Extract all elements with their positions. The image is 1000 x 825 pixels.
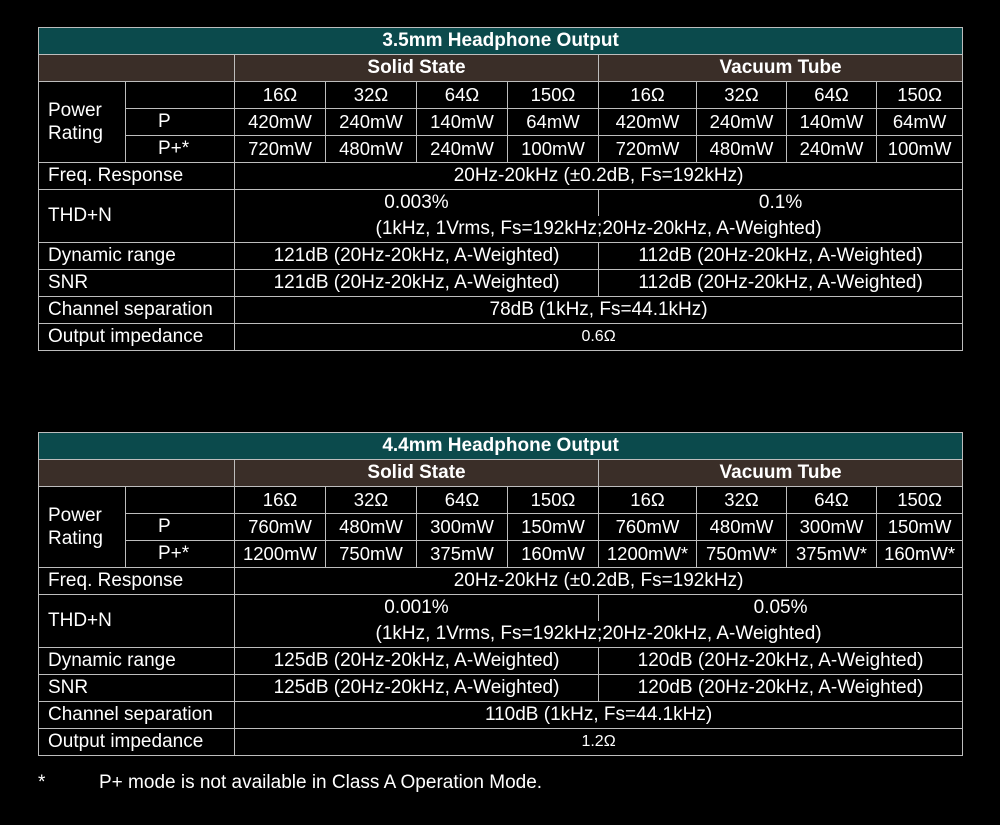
channel-separation-label: Channel separation (39, 702, 235, 729)
output-impedance-label: Output impedance (39, 324, 235, 351)
power-rating-label: Power Rating (39, 487, 126, 568)
thd-label: THD+N (39, 595, 235, 648)
snr-label: SNR (39, 270, 235, 297)
output-impedance-value: 0.6Ω (235, 324, 963, 351)
p-mode-label: P (126, 514, 235, 541)
channel-separation-value: 110dB (1kHz, Fs=44.1kHz) (235, 702, 963, 729)
thd-solid-value: 0.001% (235, 595, 599, 622)
power-value: 420mW (235, 109, 326, 136)
pplus-mode-label: P+* (126, 541, 235, 568)
freq-response-value: 20Hz-20kHz (±0.2dB, Fs=192kHz) (235, 568, 963, 595)
solid-state-header: Solid State (235, 55, 599, 82)
power-value: 240mW (417, 136, 508, 163)
power-value: 240mW (326, 109, 417, 136)
channel-separation-value: 78dB (1kHz, Fs=44.1kHz) (235, 297, 963, 324)
dynamic-range-tube: 120dB (20Hz-20kHz, A-Weighted) (599, 648, 963, 675)
load-header: 64Ω (787, 487, 877, 514)
power-value: 160mW* (877, 541, 963, 568)
power-value: 420mW (599, 109, 697, 136)
load-header: 32Ω (326, 487, 417, 514)
load-header: 150Ω (877, 487, 963, 514)
load-header-blank (126, 82, 235, 109)
power-value: 760mW (235, 514, 326, 541)
power-value: 64mW (508, 109, 599, 136)
load-header-blank (126, 487, 235, 514)
solid-state-header: Solid State (235, 460, 599, 487)
thd-conditions: (1kHz, 1Vrms, Fs=192kHz;20Hz-20kHz, A-Weighted) (235, 621, 963, 648)
load-header: 150Ω (877, 82, 963, 109)
load-header: 64Ω (787, 82, 877, 109)
power-value: 240mW (697, 109, 787, 136)
power-value: 240mW (787, 136, 877, 163)
table-title: 4.4mm Headphone Output (39, 433, 963, 460)
power-value: 375mW* (787, 541, 877, 568)
dynamic-range-solid: 125dB (20Hz-20kHz, A-Weighted) (235, 648, 599, 675)
header-blank (39, 460, 235, 487)
spec-table-4-4mm (38, 432, 963, 756)
load-header: 16Ω (599, 487, 697, 514)
p-mode-label: P (126, 109, 235, 136)
output-impedance-label: Output impedance (39, 729, 235, 756)
load-header: 64Ω (417, 82, 508, 109)
snr-solid: 125dB (20Hz-20kHz, A-Weighted) (235, 675, 599, 702)
load-header: 32Ω (326, 82, 417, 109)
power-value: 375mW (417, 541, 508, 568)
power-value: 100mW (877, 136, 963, 163)
footnote (38, 772, 542, 794)
power-value: 720mW (599, 136, 697, 163)
snr-tube: 112dB (20Hz-20kHz, A-Weighted) (599, 270, 963, 297)
freq-response-label: Freq. Response (39, 568, 235, 595)
load-header: 32Ω (697, 82, 787, 109)
dynamic-range-tube: 112dB (20Hz-20kHz, A-Weighted) (599, 243, 963, 270)
power-value: 760mW (599, 514, 697, 541)
footnote-text: P+ mode is not available in Class A Operation Mode. (99, 772, 543, 793)
snr-tube: 120dB (20Hz-20kHz, A-Weighted) (599, 675, 963, 702)
power-value: 750mW* (697, 541, 787, 568)
dynamic-range-solid: 121dB (20Hz-20kHz, A-Weighted) (235, 243, 599, 270)
power-value: 150mW (877, 514, 963, 541)
power-value: 100mW (508, 136, 599, 163)
thd-tube-value: 0.1% (599, 190, 963, 217)
load-header: 64Ω (417, 487, 508, 514)
output-impedance-value: 1.2Ω (235, 729, 963, 756)
power-value: 750mW (326, 541, 417, 568)
header-blank (39, 55, 235, 82)
snr-solid: 121dB (20Hz-20kHz, A-Weighted) (235, 270, 599, 297)
power-value: 480mW (326, 514, 417, 541)
load-header: 150Ω (508, 487, 599, 514)
load-header: 32Ω (697, 487, 787, 514)
snr-label: SNR (39, 675, 235, 702)
power-value: 1200mW (235, 541, 326, 568)
thd-tube-value: 0.05% (599, 595, 963, 622)
freq-response-label: Freq. Response (39, 163, 235, 190)
freq-response-value: 20Hz-20kHz (±0.2dB, Fs=192kHz) (235, 163, 963, 190)
load-header: 150Ω (508, 82, 599, 109)
power-value: 480mW (697, 136, 787, 163)
pplus-mode-label: P+* (126, 136, 235, 163)
power-value: 300mW (787, 514, 877, 541)
power-value: 150mW (508, 514, 599, 541)
channel-separation-label: Channel separation (39, 297, 235, 324)
power-value: 720mW (235, 136, 326, 163)
spec-table-3-5mm (38, 27, 963, 351)
power-value: 64mW (877, 109, 963, 136)
table-title: 3.5mm Headphone Output (39, 28, 963, 55)
power-value: 140mW (787, 109, 877, 136)
dynamic-range-label: Dynamic range (39, 648, 235, 675)
vacuum-tube-header: Vacuum Tube (599, 55, 963, 82)
thd-label: THD+N (39, 190, 235, 243)
power-value: 160mW (508, 541, 599, 568)
power-value: 1200mW* (599, 541, 697, 568)
power-value: 480mW (697, 514, 787, 541)
vacuum-tube-header: Vacuum Tube (599, 460, 963, 487)
power-value: 480mW (326, 136, 417, 163)
load-header: 16Ω (235, 487, 326, 514)
load-header: 16Ω (235, 82, 326, 109)
dynamic-range-label: Dynamic range (39, 243, 235, 270)
load-header: 16Ω (599, 82, 697, 109)
thd-solid-value: 0.003% (235, 190, 599, 217)
power-rating-label: Power Rating (39, 82, 126, 163)
power-value: 140mW (417, 109, 508, 136)
footnote-marker: * (38, 772, 46, 793)
power-value: 300mW (417, 514, 508, 541)
thd-conditions: (1kHz, 1Vrms, Fs=192kHz;20Hz-20kHz, A-Weighted) (235, 216, 963, 243)
